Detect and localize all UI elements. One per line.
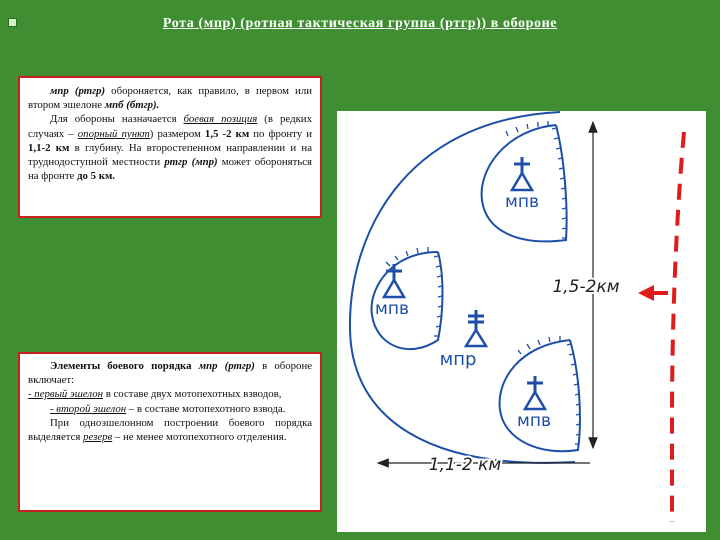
box2-paragraph-2: [28, 387, 312, 401]
front-dimension-label: 1,5-2км: [552, 277, 620, 297]
enemy-front-line: [672, 132, 684, 522]
text: в глубину. На второстепенном направлении и на труднодоступной местности: [28, 141, 313, 169]
platoon-position-top: [482, 125, 567, 241]
front-size: 1,5 -2 км: [204, 127, 250, 140]
platoon-symbol-bottom: [525, 376, 545, 409]
box1-paragraph-1: [28, 84, 312, 112]
page-title: Рота (мпр) (ротная тактическая группа (ртгр)) в обороне: [162, 16, 558, 31]
label-platoon-left: мпв: [375, 299, 409, 319]
term-first-echelon: - первый эшелон: [28, 388, 104, 401]
text: Для обороны назначается: [50, 113, 184, 126]
front-max: до 5 км.: [77, 170, 115, 183]
box1-paragraph-2: [28, 112, 312, 183]
term-second-echelon: - второй эшелон: [50, 402, 127, 415]
text: по фронту и: [249, 127, 312, 140]
term-rtgr: ртгр (мпр): [164, 156, 218, 169]
box2-paragraph-1: [28, 359, 312, 387]
label-company: мпр: [439, 349, 477, 370]
term-strongpoint: опорный пункт: [77, 127, 150, 140]
text: может обороняться на фронте: [28, 156, 312, 183]
text: (в редких случаях –: [28, 113, 312, 140]
diagram-canvas: [337, 111, 706, 532]
info-box-elements: [18, 352, 322, 512]
term-mpb: мпб (бтгр).: [104, 99, 160, 112]
term-reserve: резерв: [83, 431, 113, 444]
info-box-defense: [18, 76, 322, 218]
term-mpr: мпр (ртгр): [50, 85, 106, 97]
enemy-attack-arrow: [638, 285, 668, 301]
term-combat-position: боевая позиция: [183, 113, 258, 126]
platoon-position-bottom: [500, 340, 580, 451]
text: – в составе мотопехотного взвода.: [126, 402, 286, 415]
box2-paragraph-4: [28, 416, 312, 444]
text: – не менее мотопехотного отделения.: [112, 431, 287, 444]
depth-dimension-label: 1,1-2 км: [428, 455, 502, 475]
text: Элементы боевого порядка: [50, 360, 199, 372]
term-mpr: мпр (ртгр): [198, 360, 255, 372]
text: в обороне включает:: [28, 360, 313, 387]
text: ) размером: [149, 127, 205, 140]
label-platoon-top: мпв: [505, 192, 539, 212]
label-platoon-bottom: мпв: [517, 411, 551, 431]
platoon-symbol-top: [512, 157, 532, 190]
text: При одноэшелонном построении боевого порядка выделяется: [28, 416, 312, 444]
text: в составе двух мотопехотных взводов,: [103, 388, 282, 401]
defense-diagram: [337, 111, 706, 532]
platoon-symbol-left: [384, 264, 404, 297]
depth-size: 1,1-2 км: [28, 141, 70, 154]
company-symbol: [466, 310, 486, 346]
trench-ticks-left: [386, 247, 442, 336]
box2-paragraph-3: [28, 402, 312, 416]
text: обороняется, как правило, в первом или втором эшелоне: [28, 85, 312, 112]
